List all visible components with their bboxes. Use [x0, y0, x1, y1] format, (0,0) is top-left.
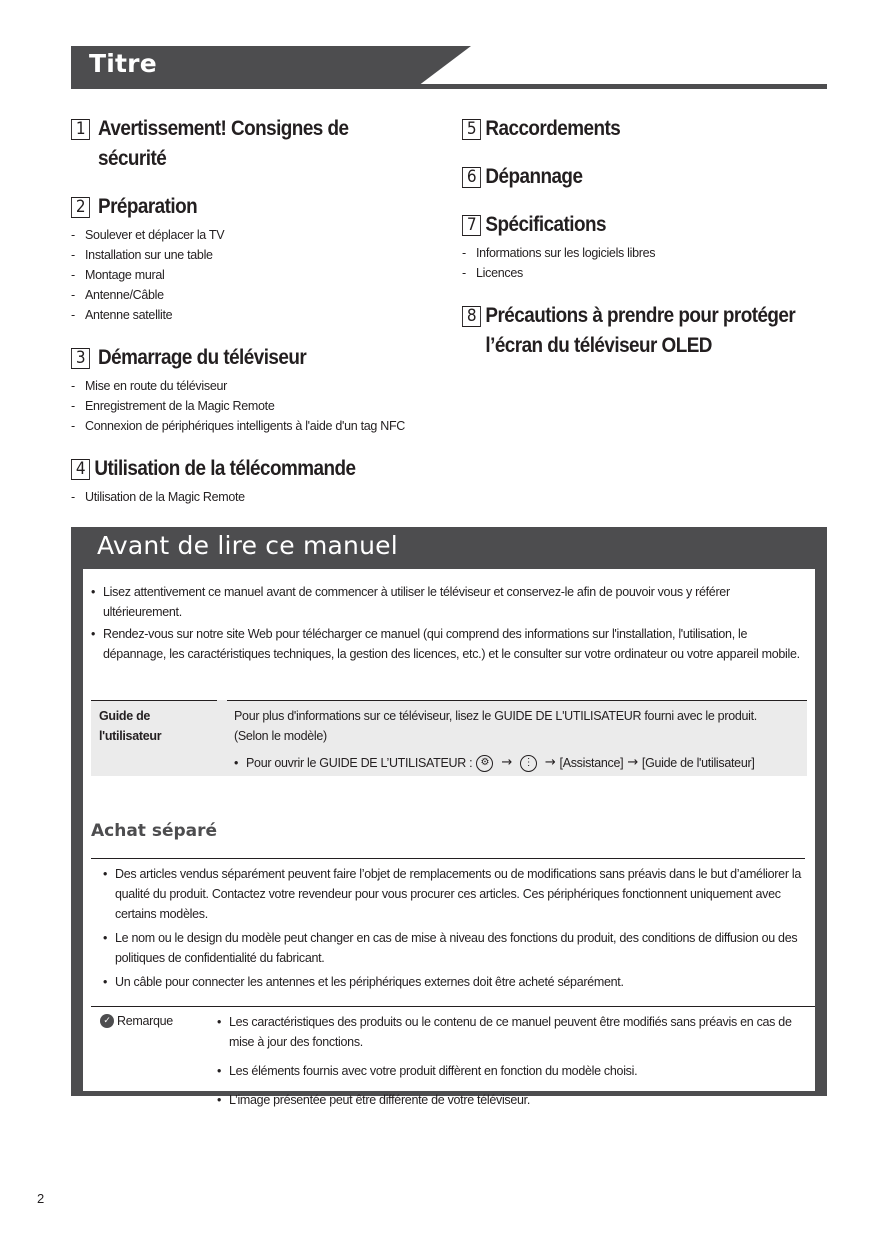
- settings-icon: ⚙: [476, 755, 493, 772]
- achat-rule: [91, 858, 805, 859]
- path-step-assistance: [Assistance]: [559, 756, 624, 770]
- toc-section-2[interactable]: [71, 192, 451, 325]
- toc-subitem[interactable]: - Informations sur les logiciels libres: [462, 243, 832, 263]
- toc-section-title[interactable]: Démarrage du téléviseur: [98, 346, 307, 369]
- toc-section-5[interactable]: [462, 114, 832, 144]
- user-guide-line2: (Selon le modèle): [234, 729, 327, 743]
- toc-subitem[interactable]: - Installation sur une table: [71, 245, 451, 265]
- toc-subitems: [71, 376, 451, 436]
- toc-section-title[interactable]: Spécifications: [485, 213, 606, 236]
- table-rule: [227, 700, 807, 701]
- section-number-box: 5: [462, 119, 481, 140]
- toc-section-title[interactable]: Dépannage: [485, 165, 583, 188]
- toc-section-title[interactable]: Préparation: [98, 195, 198, 218]
- intro-list: [91, 582, 807, 666]
- manual-content: [83, 569, 815, 1107]
- toc-section-title[interactable]: Raccordements: [485, 117, 621, 140]
- note-list: [217, 1012, 807, 1119]
- path-step-guide: [Guide de l'utilisateur]: [641, 756, 755, 770]
- toc-subitem[interactable]: - Enregistrement de la Magic Remote: [71, 396, 451, 416]
- user-guide-table: [91, 700, 807, 776]
- note-item: • Les caractéristiques des produits ou le contenu de ce manuel peuvent être modifiés sans préavis en cas de mise à jour des fonctions.: [217, 1012, 807, 1052]
- manual-box: [71, 527, 827, 1107]
- title-tab-slope: [414, 46, 471, 89]
- toc-section-4[interactable]: [71, 454, 451, 507]
- check-icon: ✓: [100, 1014, 114, 1028]
- toc-left-column: [71, 114, 451, 525]
- achat-separe-heading: Achat séparé: [91, 821, 218, 841]
- toc-subitem[interactable]: - Licences: [462, 263, 832, 283]
- arrow-icon: →: [627, 755, 638, 770]
- achat-item: • Des articles vendus séparément peuvent faire l’objet de remplacements ou de modifications sans préavis dans le but d’améliorer la qualité du produit. Contactez votre revendeur pour vous procurer ces articles. Ces périphériques fonctionnent uniquement avec certains modèles.: [103, 864, 803, 924]
- section-number-box: 8: [462, 306, 481, 327]
- note-item: • Les éléments fournis avec votre produit diffèrent en fonction du modèle choisi.: [217, 1061, 807, 1081]
- user-guide-path: [234, 753, 804, 773]
- section-number-box: 4: [71, 459, 90, 480]
- toc-section-8[interactable]: [462, 301, 832, 361]
- toc-subitems: [71, 225, 451, 325]
- toc-subitem[interactable]: - Soulever et déplacer la TV: [71, 225, 451, 245]
- toc-section-title[interactable]: Utilisation de la télécommande: [94, 457, 356, 480]
- toc-section-1[interactable]: [71, 114, 451, 174]
- section-number-box: 1: [71, 119, 90, 140]
- toc-subitem[interactable]: - Mise en route du téléviseur: [71, 376, 451, 396]
- more-options-icon: ⋮: [520, 755, 537, 772]
- toc-subitem[interactable]: - Connexion de périphériques intelligents à l'aide d'un tag NFC: [71, 416, 451, 436]
- manual-title: Avant de lire ce manuel: [97, 531, 398, 560]
- path-prefix: • Pour ouvrir le GUIDE DE L’UTILISATEUR :: [246, 756, 473, 770]
- toc-subitems: [462, 243, 832, 283]
- section-number-box: 3: [71, 348, 90, 369]
- section-number-box: 7: [462, 215, 481, 236]
- user-guide-line1: Pour plus d'informations sur ce téléviseur, lisez le GUIDE DE L'UTILISATEUR fourni avec le produit.: [234, 709, 757, 723]
- toc-subitems: [71, 487, 451, 507]
- achat-item: • Un câble pour connecter les antennes et les périphériques externes doit être acheté séparément.: [103, 972, 803, 992]
- note-label: [100, 1014, 173, 1028]
- intro-item: • Rendez-vous sur notre site Web pour télécharger ce manuel (qui comprend des informations sur l'installation, l'utilisation, le dépannage, les caractéristiques techniques, la gestion des licences, etc.) et le consulter sur votre ordinateur ou votre appareil mobile.: [91, 624, 807, 664]
- toc-subitem[interactable]: - Antenne/Câble: [71, 285, 451, 305]
- toc-section-title[interactable]: Précautions à prendre pour protéger l’écran du téléviseur OLED: [485, 304, 796, 357]
- toc-subitem[interactable]: - Antenne satellite: [71, 305, 451, 325]
- title-banner: [71, 46, 827, 89]
- page-title: Titre: [89, 49, 157, 78]
- intro-item: • Lisez attentivement ce manuel avant de commencer à utiliser le téléviseur et conservez-le afin de pouvoir vous y référer ultérieurement.: [91, 582, 807, 622]
- section-number-box: 2: [71, 197, 90, 218]
- section-number-box: 6: [462, 167, 481, 188]
- toc-right-column: [462, 114, 832, 379]
- achat-list: [103, 864, 803, 996]
- toc-section-6[interactable]: [462, 162, 832, 192]
- toc-subitem[interactable]: - Montage mural: [71, 265, 451, 285]
- toc-section-7[interactable]: [462, 210, 832, 283]
- note-item: • L’image présentée peut être différente de votre téléviseur.: [217, 1090, 807, 1110]
- arrow-icon: →: [544, 755, 556, 770]
- note-label-text: Remarque: [117, 1014, 173, 1028]
- achat-item: • Le nom ou le design du modèle peut changer en cas de mise à niveau des fonctions du produit, des conditions de diffusion ou des politiques de confidentialité du fabricant.: [103, 928, 803, 968]
- page-number: 2: [37, 1191, 45, 1206]
- toc-section-3[interactable]: [71, 343, 451, 436]
- note-rule: [91, 1006, 815, 1007]
- user-guide-body: [234, 706, 804, 773]
- user-guide-label: Guide de l'utilisateur: [99, 709, 162, 743]
- toc-subitem[interactable]: - Utilisation de la Magic Remote: [71, 487, 451, 507]
- arrow-icon: →: [501, 755, 512, 770]
- table-rule: [91, 700, 217, 701]
- toc-section-title[interactable]: Avertissement! Consignes de sécurité: [98, 117, 349, 170]
